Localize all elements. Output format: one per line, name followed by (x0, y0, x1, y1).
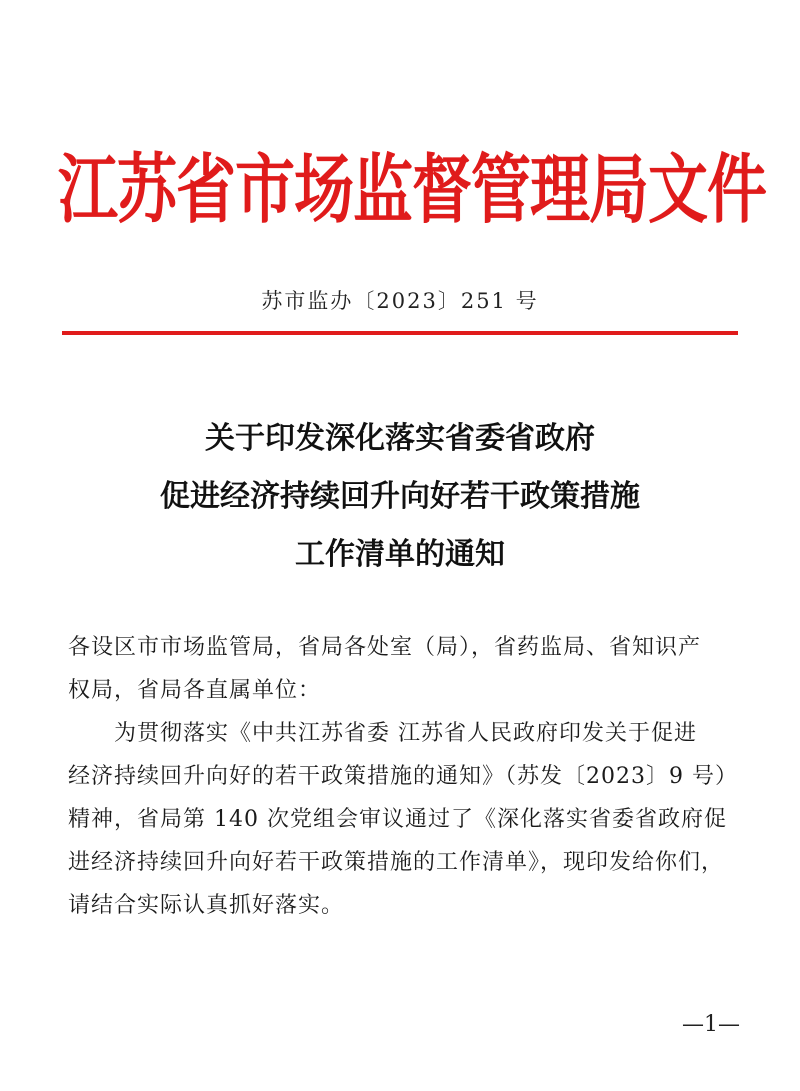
body-line-1: 为贯彻落实《中共江苏省委 江苏省人民政府印发关于促进 (114, 721, 697, 746)
body-line-2: 经济持续回升向好的若干政策措施的通知》（苏发〔2023〕9 号） (68, 764, 738, 789)
body-line-4: 进经济持续回升向好若干政策措施的工作清单》，现印发给你们， (68, 850, 725, 875)
addressee-line-2: 权局，省局各直属单位： (68, 678, 322, 703)
issuing-authority-header: 江苏省市场监督管理局文件 (58, 146, 766, 235)
title-line-1: 关于印发深化落实省委省政府 (205, 421, 595, 456)
addressee-line-1: 各设区市市场监管局，省局各处室（局），省药监局、省知识产 (68, 635, 702, 660)
document-number: 苏市监办〔2023〕251 号 (261, 289, 539, 313)
document-title (0, 410, 800, 584)
body-line-3: 精神，省局第 140 次党组会审议通过了《深化落实省委省政府促 (68, 807, 727, 832)
red-separator-line (62, 331, 738, 335)
document-body (68, 626, 738, 927)
title-line-3: 工作清单的通知 (295, 537, 505, 572)
page-number: —1— (682, 1012, 740, 1037)
body-line-5: 请结合实际认真抓好落实。 (68, 893, 345, 918)
title-line-2: 促进经济持续回升向好若干政策措施 (160, 479, 640, 514)
